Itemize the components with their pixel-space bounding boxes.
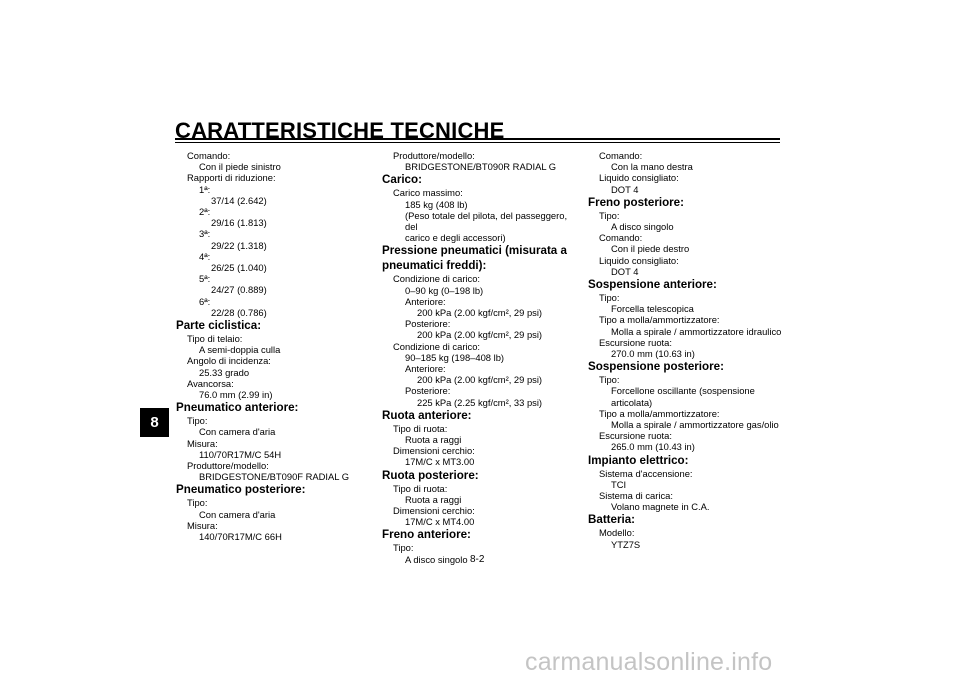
spec-value: DOT 4 xyxy=(611,265,639,277)
spec-value: A disco singolo xyxy=(405,553,468,565)
spec-value: 25.33 grado xyxy=(199,366,250,378)
spec-subvalue: 29/16 (1.813) xyxy=(211,217,267,229)
spec-label: Produttore/modello: xyxy=(393,150,475,161)
spec-label: Comando: xyxy=(599,150,643,161)
spec-sublabel: 4ª: xyxy=(199,250,211,262)
spec-label: Tipo: xyxy=(599,209,620,221)
spec-label: Dimensioni cerchio: xyxy=(393,505,475,517)
section-heading: Ruota anteriore: xyxy=(382,408,472,422)
spec-label: Escursione ruota: xyxy=(599,430,672,442)
spec-label: Liquido consigliato: xyxy=(599,254,679,266)
section-heading: pneumatici freddi): xyxy=(382,259,487,273)
spec-value: Anteriore: xyxy=(405,295,446,307)
spec-subvalue: 200 kPa (2.00 kgf/cm², 29 psi) xyxy=(417,374,543,386)
section-heading: Batteria: xyxy=(588,513,636,527)
spec-label: Sistema di carica: xyxy=(599,490,673,502)
spec-subvalue: 24/27 (0.889) xyxy=(211,284,267,296)
spec-value: Molla a spirale / ammortizzatore idraulico xyxy=(611,325,782,337)
spec-value: A semi-doppia culla xyxy=(199,344,281,356)
spec-value: Con il piede sinistro xyxy=(199,161,281,173)
spec-value: Ruota a raggi xyxy=(405,434,462,446)
spec-value: BRIDGESTONE/BT090R RADIAL G xyxy=(405,161,557,173)
spec-value: Molla a spirale / ammortizzatore gas/olio xyxy=(611,419,779,431)
spec-label: Sistema d'accensione: xyxy=(599,467,693,479)
spec-subvalue: 200 kPa (2.00 kgf/cm², 29 psi) xyxy=(417,307,543,319)
spec-value: Forcellone oscillante (sospensione xyxy=(611,385,755,397)
spec-value: Forcella telescopica xyxy=(611,303,694,315)
watermark: carmanualsonline.info xyxy=(525,648,773,676)
spec-label: Tipo di ruota: xyxy=(393,482,448,494)
spec-value: 185 kg (408 lb) xyxy=(405,198,468,210)
spec-value: 270.0 mm (10.63 in) xyxy=(611,348,695,360)
spec-value: Ruota a raggi xyxy=(405,493,462,505)
spec-label: Tipo: xyxy=(187,415,208,427)
spec-sublabel: 5ª: xyxy=(199,273,211,285)
page-number: 8-2 xyxy=(470,554,485,565)
spec-value: Con camera d'aria xyxy=(199,426,276,438)
spec-value: 76.0 mm (2.99 in) xyxy=(199,389,273,401)
spec-value: (Peso totale del pilota, del passeggero, del xyxy=(405,209,568,233)
spec-label: Angolo di incidenza: xyxy=(187,355,271,367)
spec-label: Tipo: xyxy=(599,292,620,304)
spec-sublabel: 3ª: xyxy=(199,228,211,240)
spec-subvalue: 29/22 (1.318) xyxy=(211,239,267,251)
spec-subvalue: 225 kPa (2.25 kgf/cm², 33 psi) xyxy=(417,396,543,408)
chapter-tab: 8 xyxy=(140,408,169,437)
spec-value: 110/70R17M/C 54H xyxy=(199,448,282,460)
spec-label: Tipo di ruota: xyxy=(393,422,448,434)
spec-label: Misura: xyxy=(187,519,218,531)
spec-label: Condizione di carico: xyxy=(393,340,481,352)
spec-value: articolata) xyxy=(611,396,653,408)
spec-label: Tipo di telaio: xyxy=(187,333,243,345)
section-heading: Carico: xyxy=(382,173,422,187)
spec-value: BRIDGESTONE/BT090F RADIAL G xyxy=(199,471,350,483)
spec-subvalue: 200 kPa (2.00 kgf/cm², 29 psi) xyxy=(417,329,543,341)
spec-value: Con camera d'aria xyxy=(199,508,276,520)
spec-value: TCI xyxy=(611,478,627,490)
spec-label: Misura: xyxy=(187,437,218,449)
spec-column-3 xyxy=(588,150,788,550)
spec-label: Liquido consigliato: xyxy=(599,172,679,184)
spec-label: Carico massimo: xyxy=(393,187,463,199)
spec-label: Tipo: xyxy=(187,497,208,509)
section-heading: Freno posteriore: xyxy=(588,195,684,209)
section-heading: Sospensione posteriore: xyxy=(588,360,724,374)
spec-subvalue: 22/28 (0.786) xyxy=(211,306,267,318)
spec-value: A disco singolo xyxy=(611,221,674,233)
spec-sublabel: 2ª: xyxy=(199,206,211,218)
section-heading: Pneumatico anteriore: xyxy=(176,401,299,415)
spec-sublabel: 1ª: xyxy=(199,183,211,195)
spec-subvalue: 26/25 (1.040) xyxy=(211,262,267,274)
spec-value: YTZ7S xyxy=(611,538,641,550)
section-heading: Pressione pneumatici (misurata a xyxy=(382,244,567,258)
spec-column-1 xyxy=(176,150,366,542)
spec-value: Con il piede destro xyxy=(611,243,690,255)
spec-value: 17M/C x MT3.00 xyxy=(405,456,475,468)
spec-label: Tipo a molla/ammortizzatore: xyxy=(599,407,720,419)
page-title: CARATTERISTICHE TECNICHE xyxy=(175,118,505,143)
spec-label: Produttore/modello: xyxy=(187,460,269,472)
spec-label: Escursione ruota: xyxy=(599,336,672,348)
spec-value: carico e degli accessori) xyxy=(405,232,506,244)
spec-value: 90–185 kg (198–408 lb) xyxy=(405,351,505,363)
section-heading: Impianto elettrico: xyxy=(588,453,689,467)
spec-label: Avancorsa: xyxy=(187,377,234,389)
spec-value: 17M/C x MT4.00 xyxy=(405,516,475,528)
spec-column-2 xyxy=(382,150,578,565)
spec-value: Anteriore: xyxy=(405,363,446,375)
spec-value: Con la mano destra xyxy=(611,161,693,173)
spec-value: DOT 4 xyxy=(611,183,639,195)
title-rule xyxy=(175,138,780,143)
spec-label: Modello: xyxy=(599,527,635,539)
section-heading: Parte ciclistica: xyxy=(176,319,262,333)
section-heading: Ruota posteriore: xyxy=(382,468,479,482)
spec-value: 265.0 mm (10.43 in) xyxy=(611,441,695,453)
spec-value: 0–90 kg (0–198 lb) xyxy=(405,284,484,296)
section-heading: Sospensione anteriore: xyxy=(588,278,717,292)
spec-label: Tipo a molla/ammortizzatore: xyxy=(599,314,720,326)
spec-label: Dimensioni cerchio: xyxy=(393,445,475,457)
spec-value: Posteriore: xyxy=(405,318,451,330)
spec-value: Posteriore: xyxy=(405,385,451,397)
spec-label: Comando: xyxy=(187,150,231,161)
spec-label: Tipo: xyxy=(393,542,414,554)
spec-label: Rapporti di riduzione: xyxy=(187,172,276,184)
spec-label: Comando: xyxy=(599,232,643,244)
spec-sublabel: 6ª: xyxy=(199,295,211,307)
spec-label: Tipo: xyxy=(599,374,620,386)
section-heading: Pneumatico posteriore: xyxy=(176,483,306,497)
spec-value: Volano magnete in C.A. xyxy=(611,501,710,513)
spec-value: 140/70R17M/C 66H xyxy=(199,531,282,543)
section-heading: Freno anteriore: xyxy=(382,528,471,542)
spec-label: Condizione di carico: xyxy=(393,273,481,285)
spec-subvalue: 37/14 (2.642) xyxy=(211,194,267,206)
